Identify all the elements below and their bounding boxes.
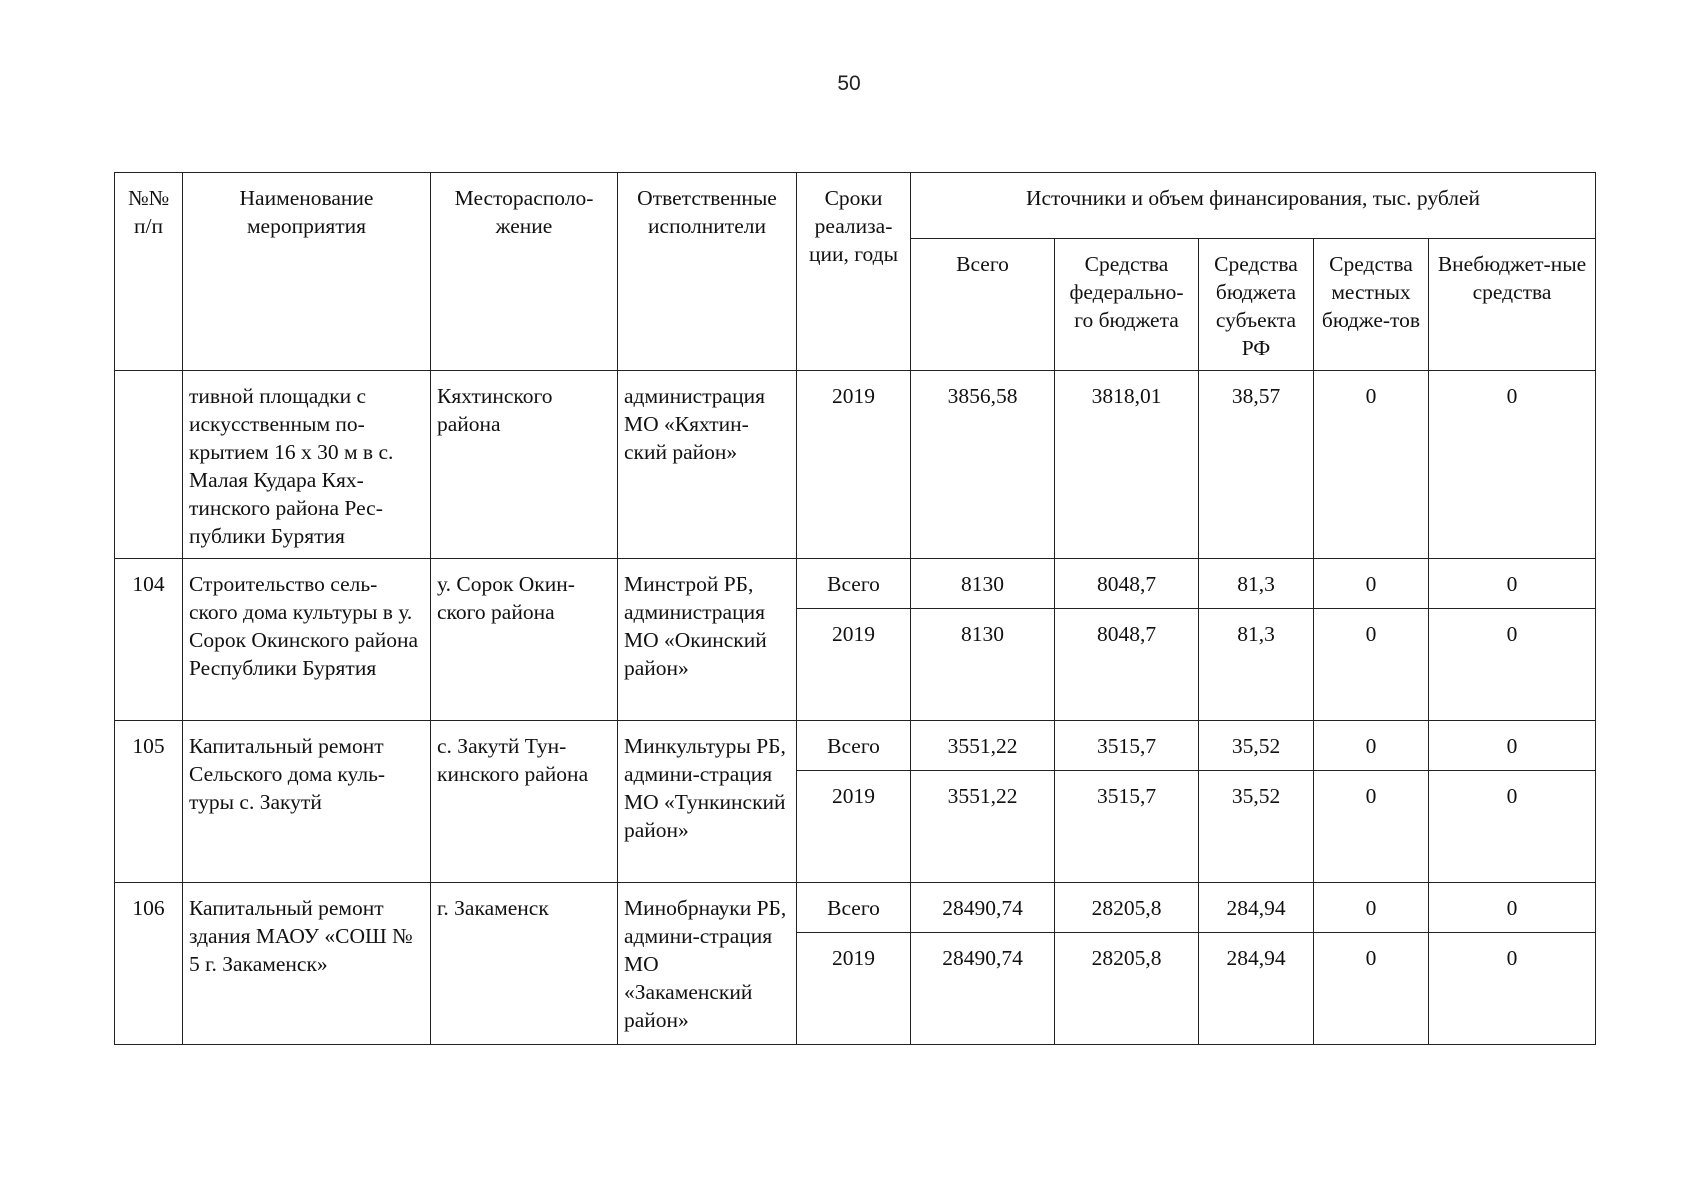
cell-federal: 3515,7 xyxy=(1055,721,1199,771)
cell-total: 28490,74 xyxy=(911,883,1055,933)
cell-federal: 8048,7 xyxy=(1055,609,1199,721)
cell-local: 0 xyxy=(1314,721,1429,771)
cell-extra: 0 xyxy=(1429,771,1596,883)
cell-local: 0 xyxy=(1314,559,1429,609)
financing-table xyxy=(114,172,1596,1045)
cell-location: Кяхтинского района xyxy=(431,371,618,559)
cell-extra: 0 xyxy=(1429,559,1596,609)
cell-period: Всего xyxy=(797,883,911,933)
header-federal: Средства федерально-го бюджета xyxy=(1055,239,1199,371)
cell-federal: 3818,01 xyxy=(1055,371,1199,559)
header-subject: Средства бюджета субъекта РФ xyxy=(1199,239,1314,371)
cell-total: 28490,74 xyxy=(911,933,1055,1045)
cell-total: 8130 xyxy=(911,559,1055,609)
header-name: Наименование мероприятия xyxy=(183,173,431,371)
cell-subject: 81,3 xyxy=(1199,559,1314,609)
cell-local: 0 xyxy=(1314,933,1429,1045)
cell-location: г. Закаменск xyxy=(431,883,618,1045)
cell-extra: 0 xyxy=(1429,371,1596,559)
cell-period: Всего xyxy=(797,721,911,771)
cell-federal: 28205,8 xyxy=(1055,933,1199,1045)
cell-responsible: Минстрой РБ, администрация МО «Окинский район» xyxy=(618,559,797,721)
cell-extra: 0 xyxy=(1429,721,1596,771)
cell-num xyxy=(115,371,183,559)
cell-federal: 28205,8 xyxy=(1055,883,1199,933)
cell-local: 0 xyxy=(1314,771,1429,883)
cell-period: 2019 xyxy=(797,933,911,1045)
cell-period: Всего xyxy=(797,559,911,609)
header-row-1 xyxy=(115,173,1596,239)
table-row xyxy=(115,721,1596,771)
cell-total: 8130 xyxy=(911,609,1055,721)
cell-name: Капитальный ремонт здания МАОУ «СОШ № 5 г. Закаменск» xyxy=(183,883,431,1045)
cell-period: 2019 xyxy=(797,771,911,883)
header-period: Сроки реализа-ции, годы xyxy=(797,173,911,371)
cell-local: 0 xyxy=(1314,609,1429,721)
header-location: Месторасполо-жение xyxy=(431,173,618,371)
cell-total: 3551,22 xyxy=(911,721,1055,771)
table-row xyxy=(115,883,1596,933)
cell-num: 105 xyxy=(115,721,183,883)
cell-subject: 81,3 xyxy=(1199,609,1314,721)
header-total: Всего xyxy=(911,239,1055,371)
header-responsible: Ответственные исполнители xyxy=(618,173,797,371)
header-funding-group: Источники и объем финансирования, тыс. рублей xyxy=(911,173,1596,239)
cell-subject: 35,52 xyxy=(1199,771,1314,883)
cell-federal: 3515,7 xyxy=(1055,771,1199,883)
header-local: Средства местных бюдже-тов xyxy=(1314,239,1429,371)
cell-location: с. Закутй Тун-кинского района xyxy=(431,721,618,883)
cell-extra: 0 xyxy=(1429,883,1596,933)
cell-responsible: Минобрнауки РБ, админи-страция МО «Закаменский район» xyxy=(618,883,797,1045)
cell-period: 2019 xyxy=(797,371,911,559)
table-row xyxy=(115,559,1596,609)
cell-name: тивной площадки с искусственным по-крытием 16 х 30 м в с. Малая Кудара Кях-тинского района Рес-публики Бурятия xyxy=(183,371,431,559)
cell-subject: 284,94 xyxy=(1199,933,1314,1045)
cell-name: Строительство сель-ского дома культуры в у. Сорок Окинского района Республики Бурятия xyxy=(183,559,431,721)
cell-federal: 8048,7 xyxy=(1055,559,1199,609)
cell-extra: 0 xyxy=(1429,609,1596,721)
cell-extra: 0 xyxy=(1429,933,1596,1045)
cell-responsible: Минкультуры РБ, админи-страция МО «Тункинский район» xyxy=(618,721,797,883)
cell-local: 0 xyxy=(1314,371,1429,559)
cell-total: 3551,22 xyxy=(911,771,1055,883)
cell-subject: 35,52 xyxy=(1199,721,1314,771)
cell-subject: 38,57 xyxy=(1199,371,1314,559)
cell-responsible: администрация МО «Кяхтин-ский район» xyxy=(618,371,797,559)
table-row-continued xyxy=(115,371,1596,559)
cell-num: 106 xyxy=(115,883,183,1045)
cell-num: 104 xyxy=(115,559,183,721)
cell-total: 3856,58 xyxy=(911,371,1055,559)
header-extra: Внебюджет-ные средства xyxy=(1429,239,1596,371)
page-number: 50 xyxy=(837,72,861,95)
cell-period: 2019 xyxy=(797,609,911,721)
header-num: №№ п/п xyxy=(115,173,183,371)
cell-location: у. Сорок Окин-ского района xyxy=(431,559,618,721)
cell-name: Капитальный ремонт Сельского дома куль-туры с. Закутй xyxy=(183,721,431,883)
cell-subject: 284,94 xyxy=(1199,883,1314,933)
cell-local: 0 xyxy=(1314,883,1429,933)
